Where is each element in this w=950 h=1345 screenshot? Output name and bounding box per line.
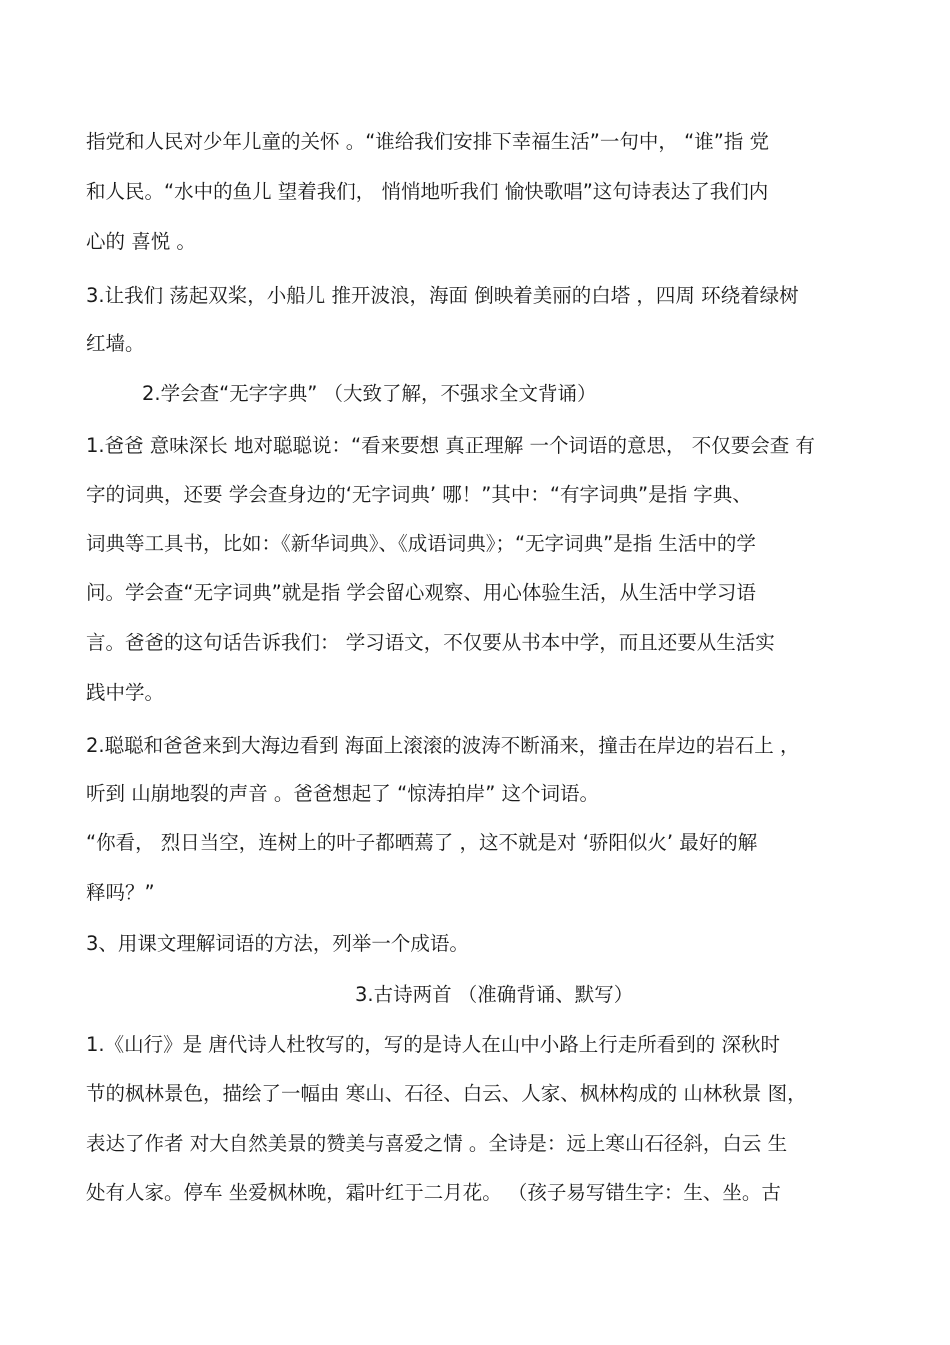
text-line: 指党和人民对少年儿童的关怀 。“谁给我们安排下幸福生活”一句中， “谁”指 党 (86, 130, 770, 153)
text-line: 释吗？” (86, 881, 155, 904)
text-line: 心的 喜悦 。 (86, 230, 196, 253)
text-line: 和人民。“水中的鱼儿 望着我们， 悄悄地听我们 愉快歌唱”这句诗表达了我们内 (86, 180, 769, 203)
text-line: 1.《山行》是 唐代诗人杜牧写的，写的是诗人在山中小路上行走所看到的 深秋时 (86, 1033, 781, 1056)
text-line: 1.爸爸 意味深长 地对聪聪说：“看来要想 真正理解 一个词语的意思， 不仅要会查 有 (86, 434, 815, 457)
text-line: 节的枫林景色，描绘了一幅由 寒山、石径、白云、人家、枫林构成的 山林秋景 图， (86, 1082, 807, 1105)
text-line: 3.让我们 荡起双桨，小船儿 推开波浪，海面 倒映着美丽的白塔 ，四周 环绕着绿树 (86, 284, 799, 307)
text-line: 言。爸爸的这句话告诉我们： 学习语文，不仅要从书本中学，而且还要从生活实 (86, 631, 775, 654)
text-line: 处有人家。停车 坐爱枫林晚，霜叶红于二月花。 （孩子易写错生字：生、坐。古 (86, 1181, 781, 1204)
text-line: 字的词典，还要 学会查身边的‘无字词典’ 哪！”其中：“有字词典”是指 字典、 (86, 483, 752, 506)
text-line: 践中学。 (86, 681, 165, 704)
text-line: 表达了作者 对大自然美景的赞美与喜爱之情 。全诗是：远上寒山石径斜，白云 生 (86, 1132, 788, 1155)
text-line: 听到 山崩地裂的声音 。爸爸想起了 “惊涛拍岸” 这个词语。 (86, 782, 599, 805)
section-heading: 2.学会查“无字字典” （大致了解，不强求全文背诵） (142, 382, 597, 405)
text-line: 问。学会查“无字词典”就是指 学会留心观察、用心体验生活，从生活中学习语 (86, 581, 756, 604)
text-line: “你看， 烈日当空，连树上的叶子都晒蔫了 ，这不就是对 ‘骄阳似火’ 最好的解 (86, 831, 758, 854)
text-line: 3、用课文理解词语的方法，列举一个成语。 (86, 932, 469, 955)
text-line: 词典等工具书，比如：《新华词典》、《成语词典》；“无字词典”是指 生活中的学 (86, 532, 756, 555)
section-heading: 3.古诗两首 （准确背诵、默写） (355, 983, 634, 1006)
text-line: 红墙。 (86, 332, 145, 355)
text-line: 2.聪聪和爸爸来到大海边看到 海面上滚滚的波涛不断涌来，撞击在岸边的岩石上 ， (86, 734, 800, 757)
